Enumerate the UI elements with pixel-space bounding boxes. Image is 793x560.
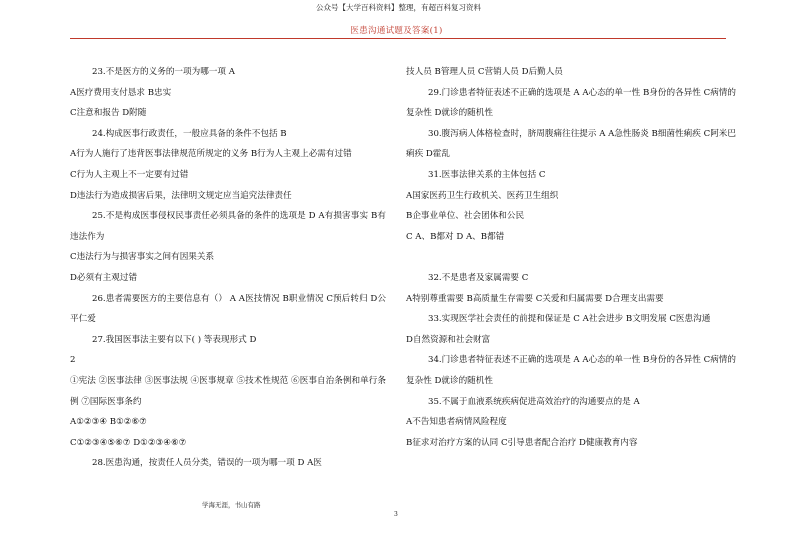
text-paragraph: 30.腹泻病人体格检查时，脐周腹痛往往提示 A A急性肠炎 B细菌性痢疾 C阿米巴痢疾 D霍乱 <box>406 128 736 160</box>
text-paragraph: 35.不属于血液系统疾病促进高效治疗的沟通要点的是 A <box>428 396 640 407</box>
text-paragraph: C行为人主观上不一定要有过错 <box>70 169 189 180</box>
text-paragraph: C A、B都对 D A、B都错 <box>406 231 505 242</box>
text-paragraph: 31.医事法律关系的主体包括 C <box>428 169 546 180</box>
top-note: 公众号【大学百科资料】整理，有超百科复习资料 <box>316 3 481 12</box>
text-paragraph: C违法行为与损害事实之间有因果关系 <box>70 252 215 263</box>
text-paragraph: 29.门诊患者特征表述不正确的选项是 A A心态的单一性 B身份的各异性 C病情的复杂性 D就诊的随机性 <box>406 87 736 119</box>
text-paragraph: 24.构成医事行政责任，一般应具备的条件不包括 B <box>92 128 287 139</box>
text-paragraph: A特别尊重需要 B高质量生存需要 C关爱和归属需要 D合理支出需要 <box>406 293 664 304</box>
footer-motto: 学海无涯，书山有路 <box>202 501 261 509</box>
text-paragraph: 技人员 B管理人员 C营销人员 D后勤人员 <box>406 67 563 77</box>
text-paragraph: D自然资源和社会财富 <box>406 334 491 345</box>
text-paragraph: D违法行为造成损害后果，法律明文规定应当追究法律责任 <box>70 190 292 201</box>
text-paragraph: 33.实现医学社会责任的前提和保证是 C A社会进步 B文明发展 C医患沟通 <box>428 314 711 325</box>
text-paragraph: 2 <box>70 355 76 366</box>
text-paragraph: B征求对治疗方案的认同 C引导患者配合治疗 D健康教育内容 <box>406 437 638 448</box>
text-paragraph: 26.患者需要医方的主要信息有（） A A医技情况 B职业情况 C预后转归 D公平仁爱 <box>70 293 386 325</box>
text-paragraph: B企事业单位、社会团体和公民 <box>406 211 525 222</box>
page-number: 3 <box>394 511 398 518</box>
text-paragraph: A国家医药卫生行政机关、医药卫生组织 <box>406 190 559 201</box>
text-paragraph: 23.不是医方的义务的一项为哪一项 A <box>92 67 235 77</box>
text-paragraph: 28.医患沟通，按责任人员分类，错误的一项为哪一项 D A医 <box>92 458 322 469</box>
text-paragraph: A医疗费用支付恳求 B忠实 <box>70 87 172 98</box>
text-paragraph: C注意和报告 D附随 <box>70 108 147 119</box>
text-paragraph: A不告知患者病情风险程度 <box>406 417 507 428</box>
left-column <box>70 62 386 474</box>
text-paragraph: A①②③④ B①②⑥⑦ <box>70 417 147 428</box>
text-paragraph: D必须有主观过错 <box>70 272 138 283</box>
text-paragraph: 25.不是构成医事侵权民事责任必须具备的条件的选项是 D A有损害事实 B有违法作为 <box>70 211 386 242</box>
text-paragraph: ①宪法 ②医事法律 ③医事法规 ④医事规章 ⑤技术性规范 ⑥医事自治条例和单行条例 ⑦国际医事条约 <box>70 375 386 407</box>
header-divider <box>70 38 726 39</box>
document-title: 医患沟通试题及答案(1) <box>350 26 443 36</box>
text-paragraph: C①②③④⑤⑥⑦ D①②③④⑥⑦ <box>70 437 187 448</box>
right-column <box>406 62 736 453</box>
text-paragraph: 32.不是患者及家属需要 C <box>428 272 529 283</box>
text-paragraph: 34.门诊患者特征表述不正确的选项是 A A心态的单一性 B身份的各异性 C病情的复杂性 D就诊的随机性 <box>406 355 736 386</box>
text-paragraph: A行为人施行了违背医事法律规范所规定的义务 B行为人主观上必需有过错 <box>70 149 352 160</box>
text-paragraph: 27.我国医事法主要有以下( ) 等表现形式 D <box>92 334 257 345</box>
